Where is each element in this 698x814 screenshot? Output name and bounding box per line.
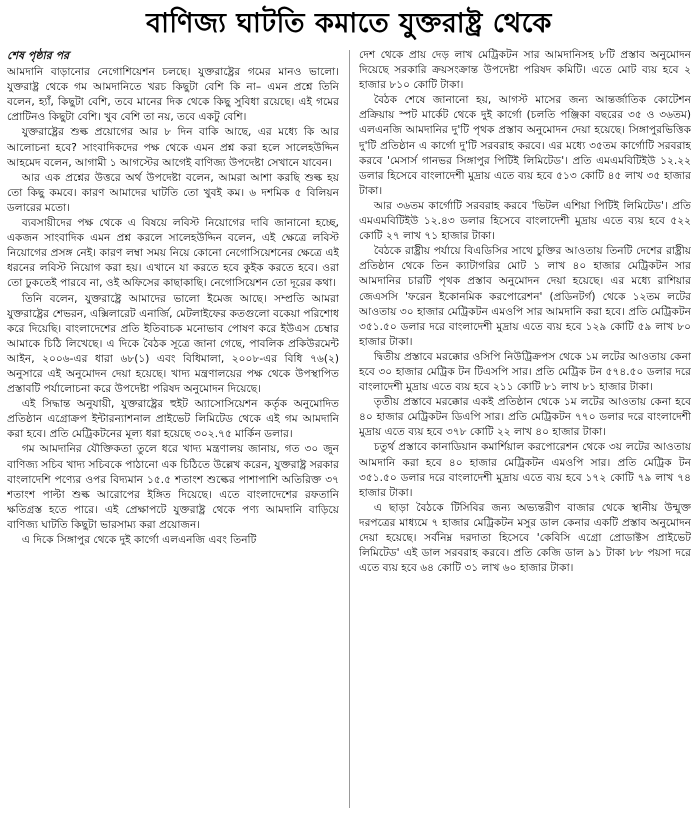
article-paragraph: আর ৩৬তম কার্গোটি সরবরাহ করবে 'ভিটল এশিয়া পিটিই লিমিটেড'। প্রতি এমএমবিটিইউ ১২.৪৩ ডলার হিসেবে বাংলাদেশী মুদ্রায় এতে ব্যয় হবে ৫২২ কোটি ২৭ লাখ ৭১ হাজার টাকা।: [359, 199, 691, 243]
article-column-right: [359, 48, 691, 810]
article-paragraph: দ্বিতীয় প্রস্তাবে মরক্কোর ওসিপি নিউট্রিক্রপস থেকে ১ম লটের আওতায় কেনা হবে ৩০ হাজার মেট্রিক টন টিএসপি সার। প্রতি মেট্রিক টন ৫৭৪.৫০ ডলার দরে বাংলাদেশী মুদ্রায় এতে ব্যয় হবে ২১১ কোটি ৮১ লাখ ৮১ হাজার টাকা।: [359, 350, 691, 394]
article-column-left: [7, 48, 339, 810]
article-paragraph: তৃতীয় প্রস্তাবে মরক্কোর একই প্রতিষ্ঠান থেকে ১ম লটের আওতায় কেনা হবে ৪০ হাজার মেট্রিকটন ডিএপি সার। প্রতি মেট্রিকটন ৭৭০ ডলার দরে বাংলাদেশী মুদ্রায় এতে ব্যয় হবে ৩৭৮ কোটি ২২ লাখ ৪০ হাজার টাকা।: [359, 396, 691, 439]
article-paragraph: এ ছাড়া বৈঠকে টিসিবির জন্য অভ্যন্তরীণ বাজার থেকে স্থানীয় উন্মুক্ত দরপত্রের মাধ্যমে ৭ হাজার মেট্রিকটন মসুর ডাল কেনার একটি প্রস্তাব অনুমোদন দেয়া হয়েছে। সর্বনিম্ন দরদাতা হিসেবে 'কেবিসি এগ্রো প্রোডাক্টস প্রাইভেট লিমিটেড' এই ডাল সরবরাহ করবে। প্রতি কেজি ডাল ৯১ টাকা ৮৮ পয়সা দরে এতে ব্যয় হবে ৬৪ কোটি ৩১ লাখ ৬০ হাজার টাকা।: [359, 501, 691, 575]
article-paragraph: গম আমদানির যৌক্তিকতা তুলে ধরে খাদ্য মন্ত্রণালয় জানায়, গত ৩০ জুন বাণিজ্য সচিব খাদ্য সচিবকে পাঠানো এক চিঠিতে উল্লেখ করেন, যুক্তরাষ্ট্র সরকার বাংলাদেশি পণ্যের ওপর বিদ্যমান ১৫.৫ শতাংশ শুল্কের পাশাপাশি অতিরিক্ত ৩৭ শতাংশ পাল্টা শুল্ক আরোপের ইঙ্গিত দিয়েছে। এতে বাংলাদেশের রফতানি ক্ষতিগ্রস্ত হতে পারে। এই প্রেক্ষাপটে যুক্তরাষ্ট্র থেকে পণ্য আমদানি বাড়িয়ে বাণিজ্য ঘাটতি কিছুটা ভারসাম্য করা প্রয়োজন।: [7, 443, 339, 531]
article-paragraph: যুক্তরাষ্ট্রের শুল্ক প্রয়োগের আর ৮ দিন বাকি আছে, এর মধ্যে কি আর আলোচনা হবে? সাংবাদিকদের পক্ষ থেকে এমন প্রশ্ন করা হলে সালেহউদ্দিন আহমেদ বলেন, আগামী ১ আগস্টের আগেই বাণিজ্য উপদেষ্টা সেখানে যাবেন।: [7, 126, 339, 169]
article-paragraph: এ দিকে সিঙ্গাপুর থেকে দুই কার্গো এলএনজি এবং তিনটি: [21, 534, 257, 546]
continued-from-label: শেষ পৃষ্ঠার পর: [7, 49, 70, 62]
article-paragraph: আমদানি বাড়ানোর নেগোশিয়েশন চলছে। যুক্তরাষ্ট্রের গমের মানও ভালো। যুক্তরাষ্ট্র থেকে গম আমদানিতে খরচ কিছুটা বেশি কি না– এমন প্রশ্নে তিনি বলেন, হ্যাঁ, কিছুটা বেশি, তবে মানের দিক থেকে কিছু সুবিধা রয়েছে। এই গমের প্রোটিনও কিছুটা বেশি। খুব বেশি তা নয়, তবে একটু বেশি।: [7, 66, 339, 124]
article-paragraph: চতুর্থ প্রস্তাবে কানাডিয়ান কমার্শিয়াল করপোরেশন থেকে ৩য় লটের আওতায় আমদানি করা হবে ৪০ হাজার মেট্রিকটন এমওপি সার। প্রতি মেট্রিক টন ৩৫১.৫০ ডলার দরে বাংলাদেশী মুদ্রায় এতে ব্যয় হবে ১৭২ কোটি ৭৯ লাখ ৭৪ হাজার টাকা।: [359, 441, 691, 499]
article-headline: বাণিজ্য ঘাটতি কমাতে যুক্তরাষ্ট্র থেকে: [146, 8, 552, 39]
article-paragraph: বৈঠক শেষে জানানো হয়, আগস্ট মাসের জন্য আন্তর্জাতিক কোটেশন প্রক্রিয়ায় স্পট মার্কেট থেকে দুই কার্গো (চলতি পঞ্জিকা বছরের ৩৫ ও ৩৬তম) এলএনজি আমদানির দু'টি পৃথক প্রস্তাব অনুমোদন দেয়া হয়েছে। সিঙ্গাপুরভিত্তিক দু'টি প্রতিষ্ঠান এ কার্গো দু'টি সরবরাহ করবে। এর মধ্যে ৩৫তম কার্গোটি সরবরাহ করবে 'মেসার্স গানভর সিঙ্গাপুর পিটিই লিমিটেড'। প্রতি এমএমবিটিইউ ১২.২২ ডলার হিসেবে বাংলাদেশী মুদ্রায় এতে ব্যয় হবে ৫১৩ কোটি ৪৫ লাখ ৩৫ হাজার টাকা।: [359, 94, 691, 197]
column-divider: [349, 50, 350, 808]
article-paragraph: দেশ থেকে প্রায় দেড় লাখ মেট্রিকটন সার আমদানিসহ ৮টি প্রস্তাব অনুমোদন দিয়েছে সরকারি ক্রয়সংক্রান্ত উপদেষ্টা পরিষদ কমিটি। এতে মোট ব্যয় হবে ২ হাজার ৮১০ কোটি টাকা।: [359, 49, 691, 92]
article-paragraph: তিনি বলেন, যুক্তরাষ্ট্রে আমাদের ভালো ইমেজ আছে। সম্প্রতি আমরা যুক্তরাষ্ট্রের শেভরন, এক্সিলারেট এনার্জি, মেটলাইফের কতগুলো বকেয়া পরিশোধ করে দিয়েছি। বাংলাদেশের প্রতি ইতিবাচক মনোভাব পোষণ করে ইউএস চেম্বার আমাকে চিঠি লিখেছে। এ দিকে বৈঠক সূত্রে জানা গেছে, পাবলিক প্রকিউরমেন্ট আইন, ২০০৬-এর ধারা ৬৮(১) এবং বিধিমালা, ২০০৮-এর বিধি ৭৬(২) অনুসারে এই অনুমোদন দেয়া হয়েছে। খাদ্য মন্ত্রণালয়ের পক্ষ থেকে উপস্থাপিত প্রস্তাবটি পর্যালোচনা করে উপদেষ্টা পরিষদ অনুমোদন দিয়েছে।: [7, 292, 339, 396]
article-paragraph: ব্যবসায়ীদের পক্ষ থেকে এ বিষয়ে লবিস্ট নিয়োগের দাবি জানানো হচ্ছে, একজন সাংবাদিক এমন প্রশ্ন করলে সালেহউদ্দিন বলেন, এই ক্ষেত্রে লবিস্ট নিয়োগের প্রসঙ্গ নেই। কারণ লম্বা সময় নিয়ে কোনো নেগোসিয়েশনের ক্ষেত্রে এই ধরনের লবিস্ট নিয়োগ করা হয়। এখানে যা করতে হবে কুইক করতে হবে। ওরা তো ঢুকতেই পারবে না, ওই অফিসের কাছাকাছি। নেগোসিয়েশন তো দূরের কথা।: [7, 217, 339, 290]
article-paragraph: এই সিদ্ধান্ত অনুযায়ী, যুক্তরাষ্ট্রের হুইট অ্যাসোসিয়েশন কর্তৃক অনুমোদিত প্রতিষ্ঠান এগ্রোক্রপ ইন্টারন্যাশনাল প্রাইভেট লিমিটেড থেকে এই গম আমদানি করা হবে। প্রতি মেট্রিকটনের মূল্য ধরা হয়েছে ৩০২.৭৫ মার্কিন ডলার।: [7, 398, 339, 441]
article-paragraph: বৈঠকে রাষ্ট্রীয় পর্যায়ে বিএডিসির সাথে চুক্তির আওতায় তিনটি দেশের রাষ্ট্রীয় প্রতিষ্ঠান থেকে তিন ক্যাটাগরির মোট ১ লাখ ৪০ হাজার মেট্রিকটন সার আমদানির চারটি পৃথক প্রস্তাব অনুমোদন দেয়া হয়েছে। এর মধ্যে রাশিয়ার জেএসসি 'ফরেন ইকোনমিক করপোরেশন' (প্রডিনটর্গ) থেকে ১২তম লটের আওতায় ৩০ হাজার মেট্রিকটন এমওপি সার আমদানি করা হবে। প্রতি মেট্রিকটন ৩৫১.৫০ ডলার দরে বাংলাদেশী মুদ্রায় এতে ব্যয় হবে ১২৯ কোটি ৫৯ লাখ ৮০ হাজার টাকা।: [359, 245, 691, 348]
article-paragraph: আর এক প্রশ্নের উত্তরে অর্থ উপদেষ্টা বলেন, আমরা আশা করছি শুল্ক হয় তো কিছু কমবে। কারণ আমাদের ঘাটতি তো খুবই কম। ৬ দশমিক ৫ বিলিয়ন ডলারের মতো।: [7, 171, 339, 214]
